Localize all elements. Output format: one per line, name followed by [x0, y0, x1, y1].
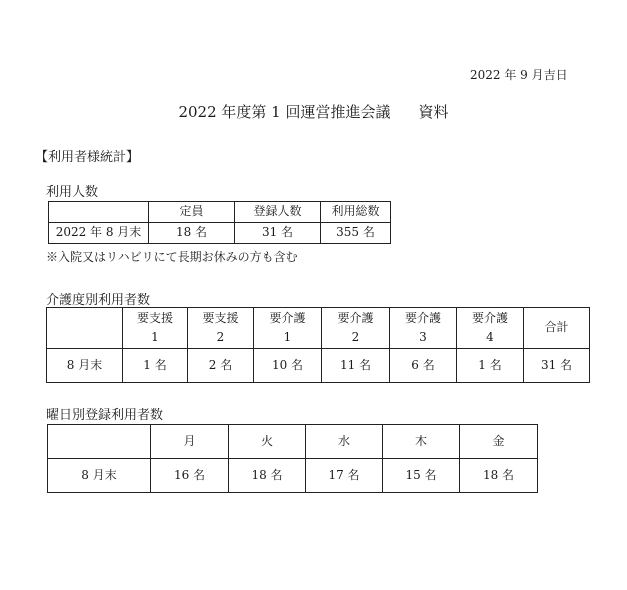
table-header-cell: 水 — [306, 425, 383, 459]
care-level-number: 3 — [419, 329, 427, 344]
care-level-number: 2 — [216, 329, 225, 344]
table-header-cell — [48, 425, 151, 459]
table-cell: 6 名 — [390, 349, 457, 383]
table-cell: 10 名 — [254, 349, 322, 383]
table-header-cell — [47, 308, 123, 349]
table-cell: 2022 年 8 月末 — [49, 223, 149, 244]
table-cell: 8 月末 — [48, 459, 151, 493]
table-header-cell — [188, 308, 254, 349]
table-header-cell — [123, 308, 188, 349]
table-header-cell: 利用総数 — [321, 202, 391, 223]
table-cell: 1 名 — [123, 349, 188, 383]
table-header-cell: 月 — [151, 425, 229, 459]
care-level-number: 4 — [486, 329, 494, 344]
document-date: 2022 年 9 月吉日 — [470, 68, 568, 82]
care-level-number: 2 — [351, 329, 360, 344]
table-header-cell: 木 — [383, 425, 460, 459]
table-cell: 31 名 — [235, 223, 321, 244]
care-level-name: 要介護 — [471, 310, 508, 325]
care-level-name: 要介護 — [269, 310, 306, 325]
table-header-cell — [457, 308, 524, 349]
usage-count-header-row — [49, 202, 391, 223]
table-cell: 15 名 — [383, 459, 460, 493]
table-cell: 2 名 — [188, 349, 254, 383]
table-cell: 18 名 — [149, 223, 235, 244]
table-header-cell — [390, 308, 457, 349]
usage-count-table — [48, 201, 391, 244]
title-main: 2022 年度第 1 回運営推進会議 — [178, 103, 391, 121]
care-level-header-row — [47, 308, 590, 349]
document-title — [0, 101, 627, 122]
care-level-name: 要介護 — [404, 310, 441, 325]
usage-count-label: 利用人数 — [46, 185, 99, 200]
usage-note: ※入院又はリハビリにて長期お休みの方も含む — [46, 250, 298, 264]
table-cell: 355 名 — [321, 223, 391, 244]
table-header-cell — [49, 202, 149, 223]
table-cell: 18 名 — [229, 459, 306, 493]
care-level-number: 1 — [283, 329, 292, 344]
table-cell: 17 名 — [306, 459, 383, 493]
usage-count-data-row — [49, 223, 391, 244]
table-cell: 11 名 — [322, 349, 390, 383]
table-header-cell: 火 — [229, 425, 306, 459]
table-cell: 8 月末 — [47, 349, 123, 383]
table-header-cell — [254, 308, 322, 349]
care-level-name: 要支援 — [136, 310, 173, 325]
table-header-cell — [322, 308, 390, 349]
title-sub: 資料 — [418, 103, 449, 121]
weekday-table — [47, 424, 538, 493]
care-level-number: 1 — [151, 329, 159, 344]
weekday-data-row — [48, 459, 538, 493]
section-heading: 【利用者様統計】 — [35, 150, 140, 165]
table-header-cell: 定員 — [149, 202, 235, 223]
weekday-header-row — [48, 425, 538, 459]
table-header-cell: 金 — [460, 425, 538, 459]
care-level-label: 介護度別利用者数 — [46, 293, 151, 308]
table-header-cell: 登録人数 — [235, 202, 321, 223]
care-level-table — [46, 307, 590, 383]
table-cell: 18 名 — [460, 459, 538, 493]
care-level-data-row — [47, 349, 590, 383]
weekday-label: 曜日別登録利用者数 — [46, 408, 164, 423]
table-header-cell: 合計 — [524, 308, 590, 349]
care-level-name: 要介護 — [337, 310, 374, 325]
table-cell: 16 名 — [151, 459, 229, 493]
table-cell: 31 名 — [524, 349, 590, 383]
table-cell: 1 名 — [457, 349, 524, 383]
care-level-name: 要支援 — [202, 310, 239, 325]
